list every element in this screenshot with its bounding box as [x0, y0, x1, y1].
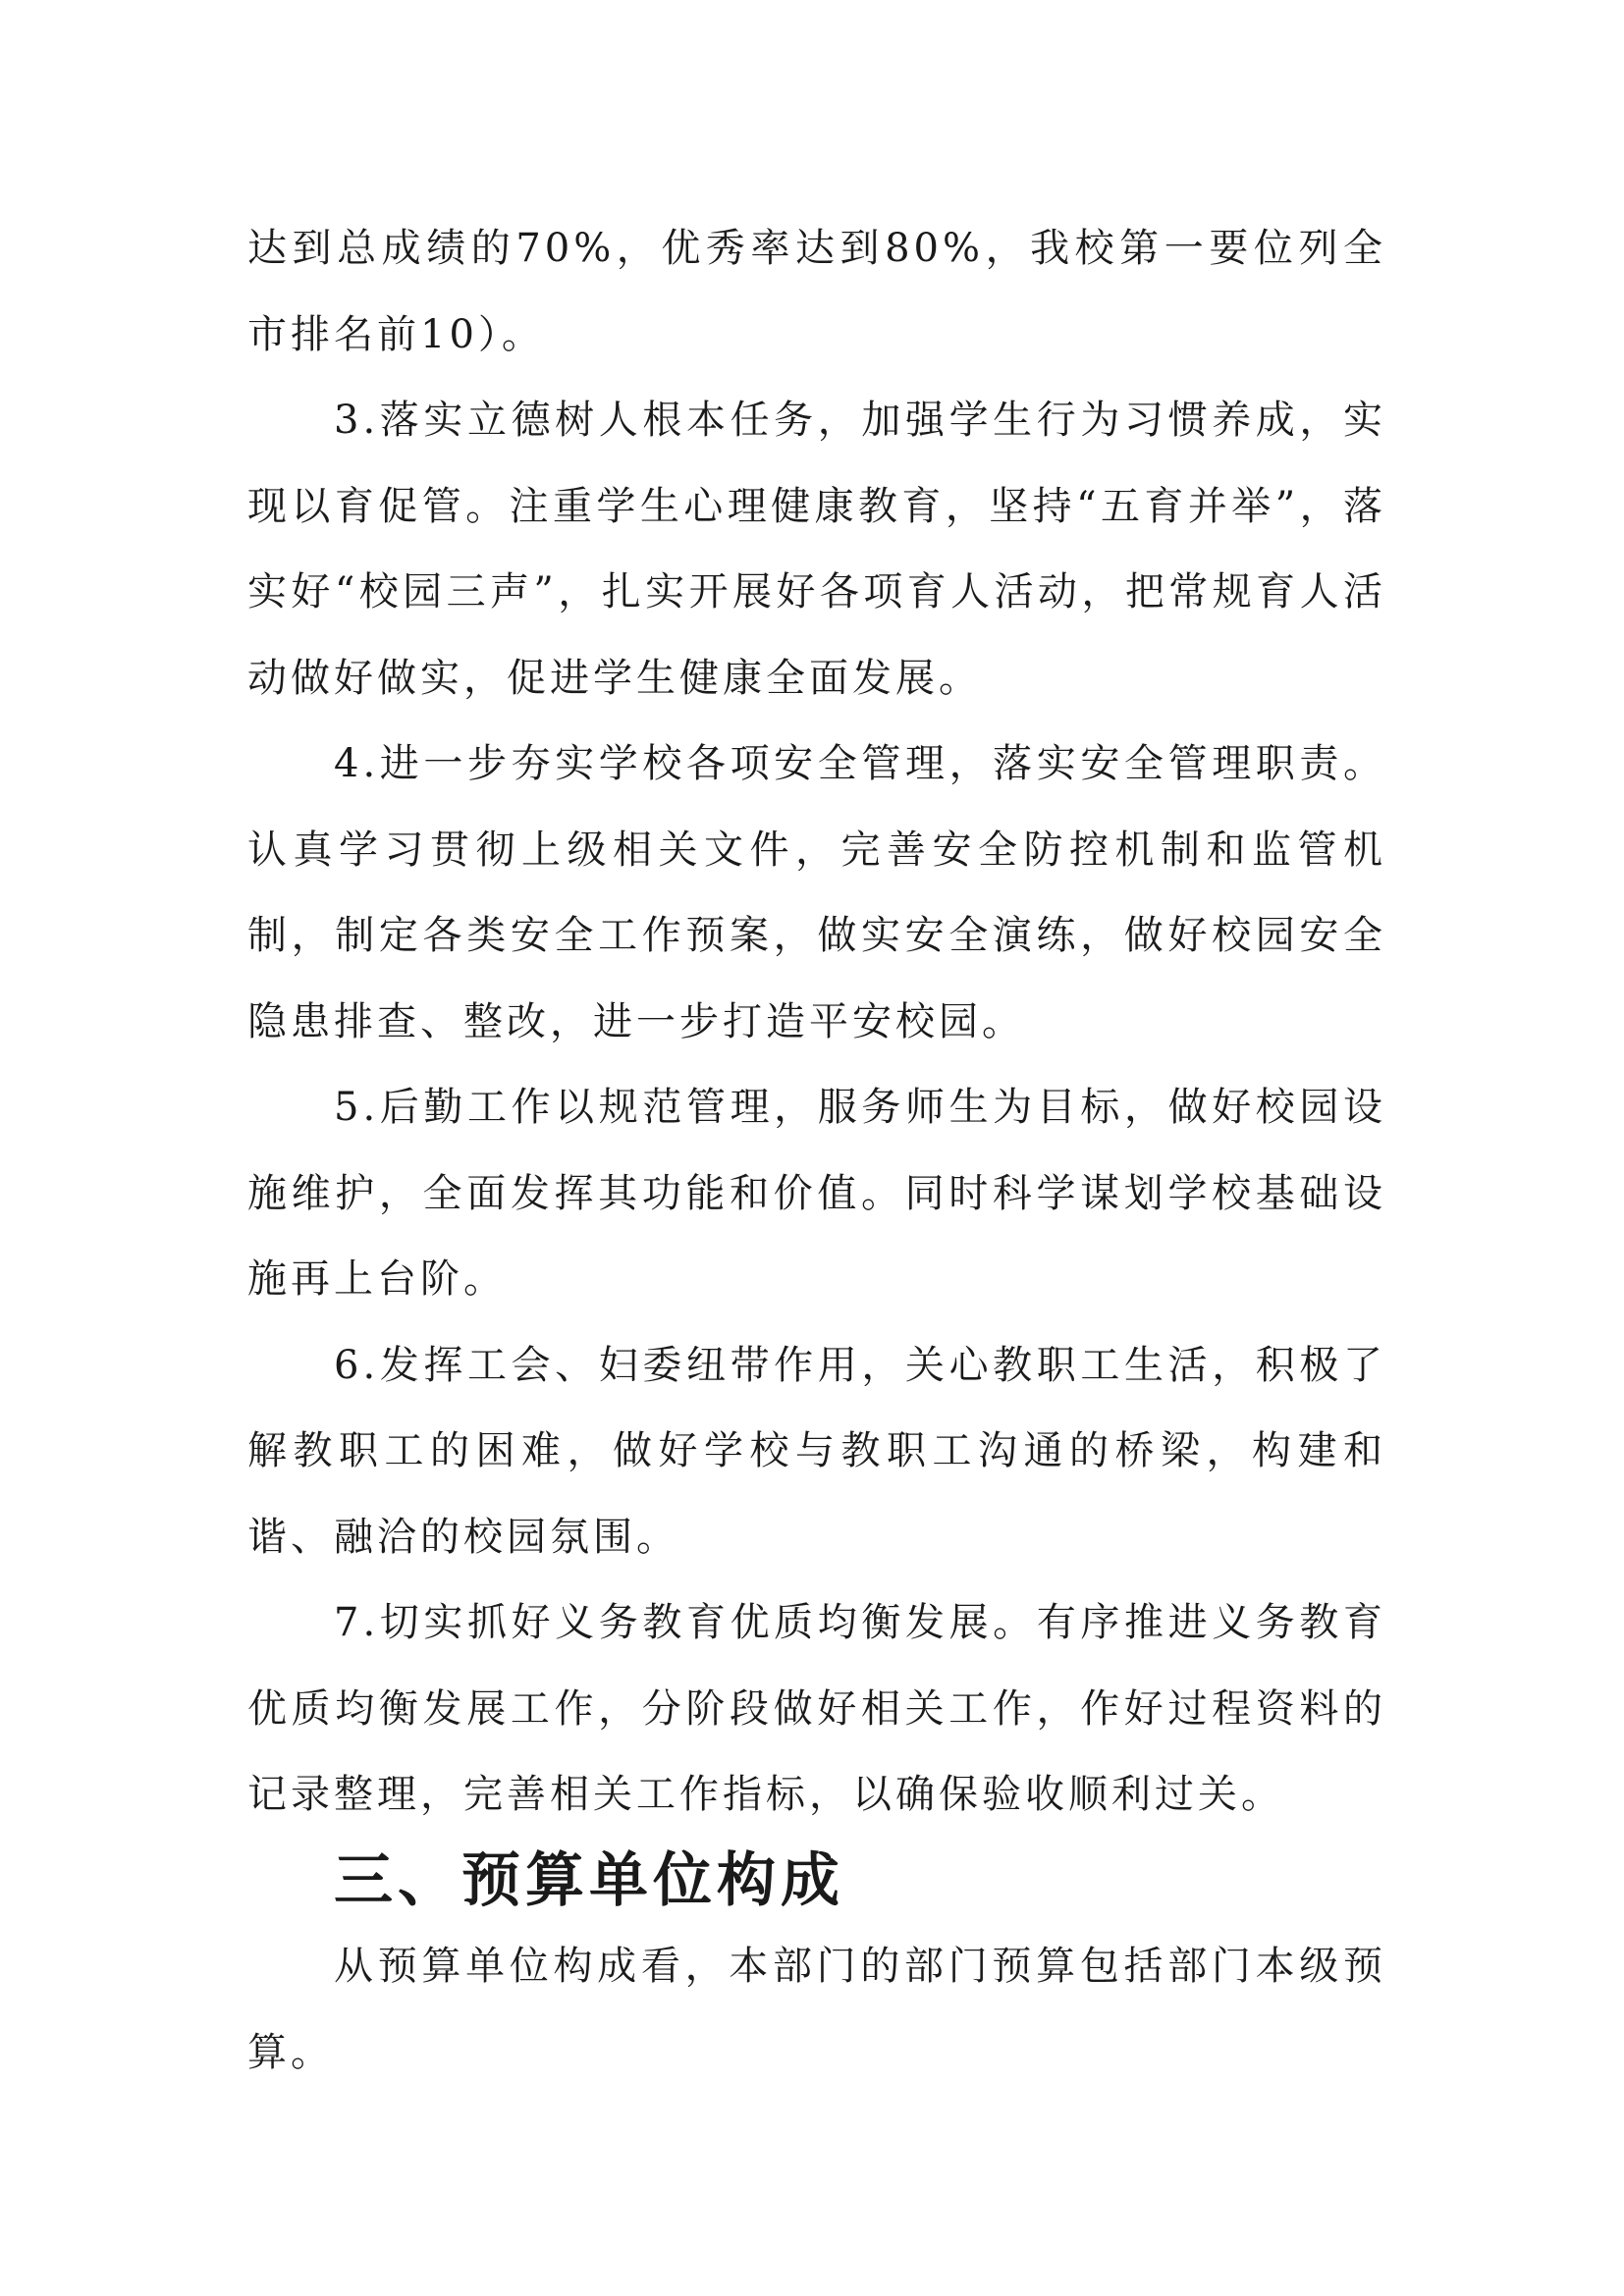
paragraph-item-4: 4.进一步夯实学校各项安全管理，落实安全管理职责。认真学习贯彻上级相关文件，完善安全防控机制和监管机制，制定各类安全工作预案，做实安全演练，做好校园安全隐患排查、整改，进一步打造平安校园。 [247, 741, 1386, 1044]
document-body [247, 206, 1386, 2096]
paragraph-item-6: 6.发挥工会、妇委纽带作用，关心教职工生活，积极了解教职工的困难，做好学校与教职工沟通的桥梁，构建和谐、融洽的校园氛围。 [247, 1342, 1386, 1560]
section-heading: 三、预算单位构成 [334, 1845, 844, 1915]
paragraph-item-7: 7.切实抓好义务教育优质均衡发展。有序推进义务教育优质均衡发展工作，分阶段做好相关工作，作好过程资料的记录整理，完善相关工作指标，以确保验收顺利过关。 [247, 1600, 1386, 1817]
paragraph-budget-units: 从预算单位构成看，本部门的部门预算包括部门本级预算。 [247, 1944, 1386, 2075]
paragraph-continuation: 达到总成绩的70%，优秀率达到80%，我校第一要位列全市排名前10）。 [247, 226, 1386, 357]
paragraph-item-3: 3.落实立德树人根本任务，加强学生行为习惯养成，实现以育促管。注重学生心理健康教育，坚持“五育并举”，落实好“校园三声”，扎实开展好各项育人活动，把常规育人活动做好做实，促进学生健康全面发展。 [247, 398, 1386, 701]
paragraph-item-5: 5.后勤工作以规范管理，服务师生为目标，做好校园设施维护，全面发挥其功能和价值。同时科学谋划学校基础设施再上台阶。 [247, 1085, 1386, 1302]
